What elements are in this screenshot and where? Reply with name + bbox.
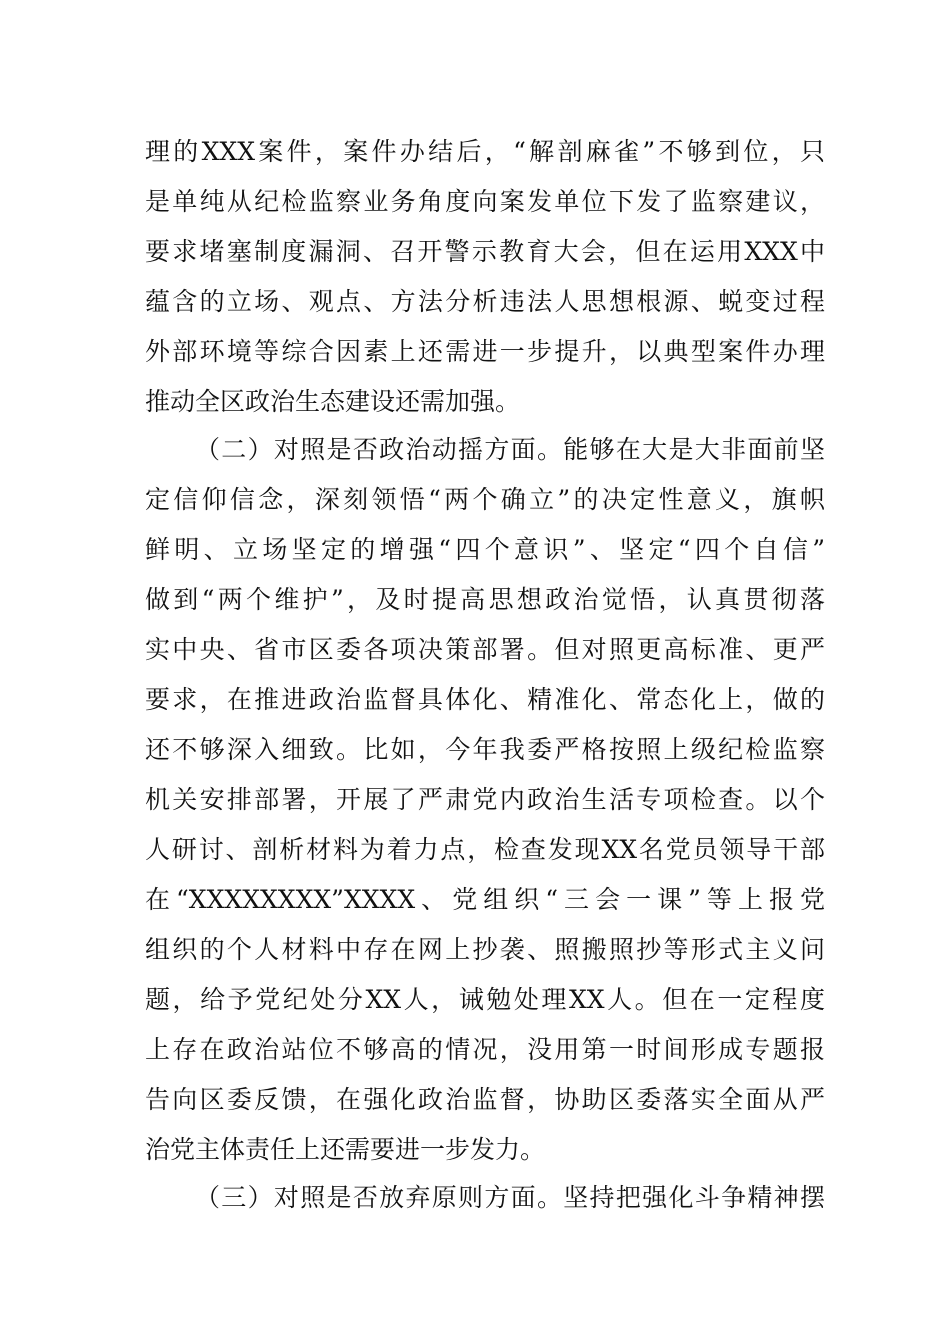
text-line: 实中央、省市区委各项决策部署。但对照更高标准、更严 <box>145 635 825 664</box>
text-line: 外部环境等综合因素上还需进一步提升，以典型案件办理 <box>145 337 825 366</box>
text-line: 要求堵塞制度漏洞、召开警示教育大会，但在运用XXX中 <box>145 237 825 266</box>
text-line: 还不够深入细致。比如，今年我委严格按照上级纪检监察 <box>145 735 825 764</box>
text-line: 推动全区政治生态建设还需加强。 <box>145 387 521 416</box>
text-line: 蕴含的立场、观点、方法分析违法人思想根源、蜕变过程 <box>145 287 825 316</box>
text-line: 治党主体责任上还需要进一步发力。 <box>145 1135 546 1164</box>
text-line: 是单纯从纪检监察业务角度向案发单位下发了监察建议， <box>145 187 825 216</box>
text-line: 人研讨、剖析材料为着力点，检查发现XX名党员领导干部 <box>145 835 825 864</box>
text-line: 组织的个人材料中存在网上抄袭、照搬照抄等形式主义问 <box>145 935 825 964</box>
text-line: 定信仰信念，深刻领悟“两个确立”的决定性意义，旗帜 <box>145 485 825 514</box>
text-line: 上存在政治站位不够高的情况，没用第一时间形成专题报 <box>145 1035 825 1064</box>
text-line: 做到“两个维护”，及时提高思想政治觉悟，认真贯彻落 <box>145 585 825 614</box>
paragraph-heading-line: （二）对照是否政治动摇方面。能够在大是大非面前坚 <box>195 435 825 464</box>
paragraph-heading-line: （三）对照是否放弃原则方面。坚持把强化斗争精神摆 <box>195 1183 825 1212</box>
text-line: 题，给予党纪处分XX人，诫勉处理XX人。但在一定程度 <box>145 985 825 1014</box>
text-line: 机关安排部署，开展了严肃党内政治生活专项检查。以个 <box>145 785 825 814</box>
text-line: 要求，在推进政治监督具体化、精准化、常态化上，做的 <box>145 685 825 714</box>
text-line: 告向区委反馈，在强化政治监督，协助区委落实全面从严 <box>145 1085 825 1114</box>
text-line: 鲜明、立场坚定的增强“四个意识”、坚定“四个自信” <box>145 535 825 564</box>
text-line: 理的XXX案件，案件办结后，“解剖麻雀”不够到位，只 <box>145 137 825 166</box>
text-line: 在“XXXXXXXX”XXXX、党组织“三会一课”等上报党 <box>145 885 825 914</box>
